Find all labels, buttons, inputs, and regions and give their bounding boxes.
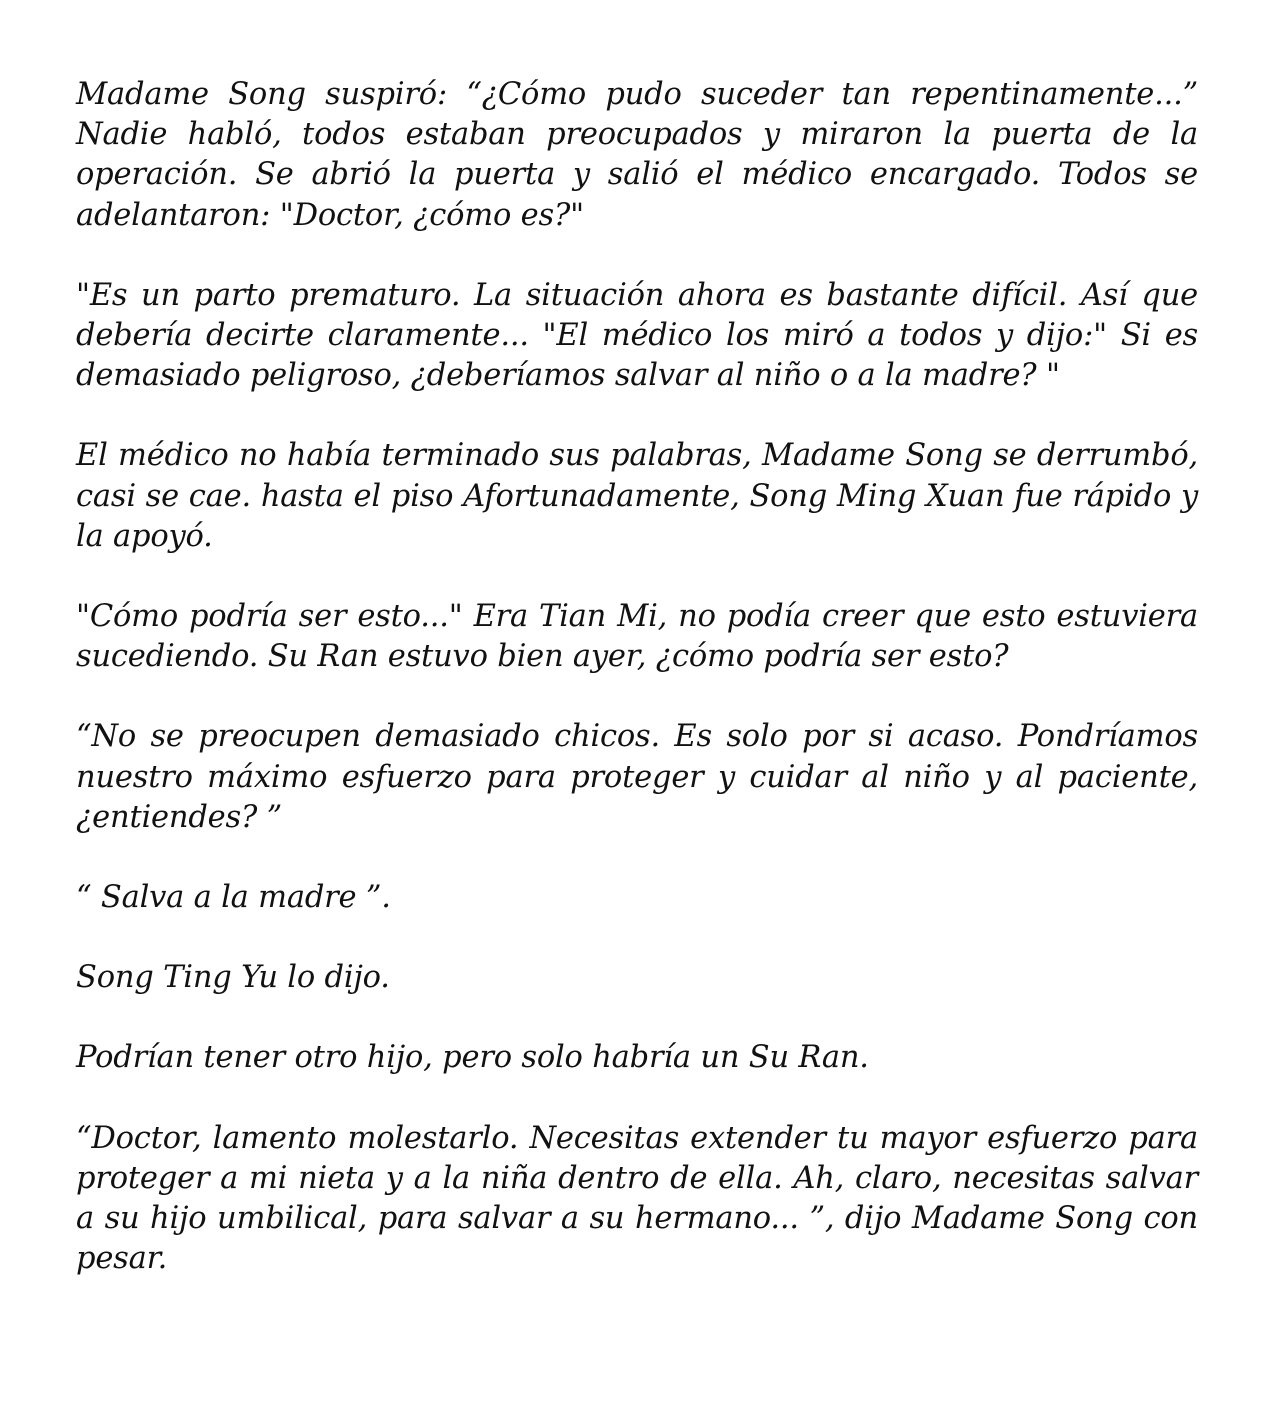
paragraph-1: Madame Song suspiró: “¿Cómo pudo suceder tan repentinamente...” Nadie habló, todos estaban preocupados y miraron la puerta de la operación. Se abrió la puerta y salió el médico encargado. Todos se adelantaron: "Doctor, ¿cómo es?" bbox=[76, 77, 1198, 233]
paragraph-4: "Cómo podría ser esto..." Era Tian Mi, no podía creer que esto estuviera sucediendo. Su Ran estuvo bien ayer, ¿cómo podría ser esto? bbox=[76, 599, 1198, 675]
paragraph-5: “No se preocupen demasiado chicos. Es solo por si acaso. Pondríamos nuestro máximo esfuerzo para proteger y cuidar al niño y al paciente, ¿entiendes? ” bbox=[76, 719, 1198, 835]
paragraph-8: Podrían tener otro hijo, pero solo habría un Su Ran. bbox=[76, 1040, 869, 1076]
paragraph-7: Song Ting Yu lo dijo. bbox=[76, 960, 390, 996]
paragraph-2: "Es un parto prematuro. La situación ahora es bastante difícil. Así que debería decirte claramente... "El médico los miró a todos y dijo:" Si es demasiado peligroso, ¿deberíamos salvar al niño o a la madre? " bbox=[76, 277, 1198, 394]
paragraph-3: El médico no había terminado sus palabras, Madame Song se derrumbó, casi se cae. hasta el piso Afortunadamente, Song Ming Xuan fue rápido y la apoyó. bbox=[76, 438, 1198, 554]
document-page bbox=[76, 75, 1198, 1279]
paragraph-9: “Doctor, lamento molestarlo. Necesitas extender tu mayor esfuerzo para proteger a mi nieta y a la niña dentro de ella. Ah, claro, necesitas salvar a su hijo umbilical, para salvar a su hermano... ”, dijo Madame Song con pesar. bbox=[76, 1120, 1198, 1277]
paragraph-6: “ Salva a la madre ”. bbox=[76, 880, 391, 916]
